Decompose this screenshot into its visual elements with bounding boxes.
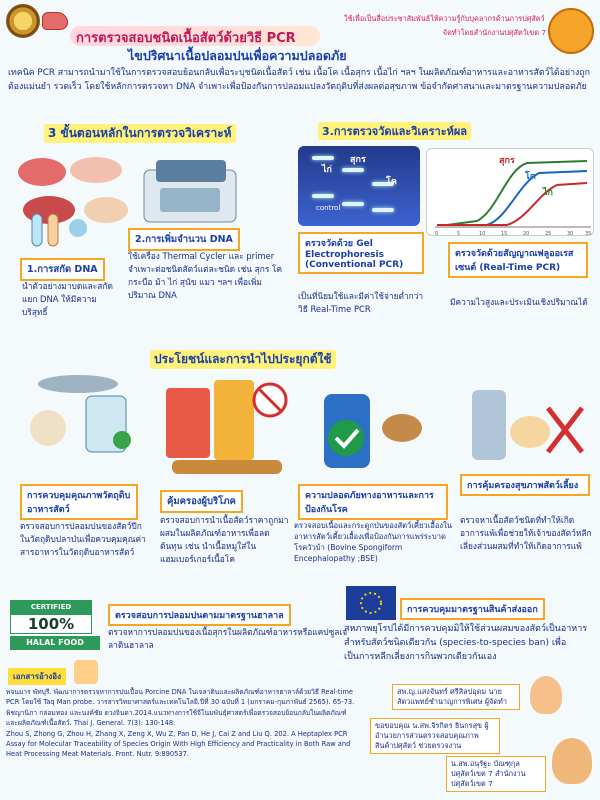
- thermal-cycler-illustration: [136, 150, 246, 230]
- meat-icon: [42, 12, 68, 30]
- halal-badge-pct: 100%: [10, 614, 92, 634]
- page-title: การตรวจสอบชนิดเนื้อสัตว์ด้วยวิธี PCR: [76, 31, 296, 46]
- references-label: เอกสารอ้างอิง: [8, 668, 66, 685]
- step3-heading: 3.การตรวจวัดและวิเคราะห์ผล: [318, 122, 471, 140]
- rt-x-tick: 10: [479, 231, 486, 237]
- benefit3-text: ตรวจสอบเนื้อและกระดูกป่นของสัตว์เคี้ยวเอื้องในอาหารสัตว์เคี้ยวเอื้องเพื่อป้องกันการแพร่ระบาดโรควัวบ้า (Bovine Spongiform Encephalopathy ;BSE): [294, 521, 453, 563]
- benefit3-label: ความปลอดภัยทางอาหารและการป้องกันโรค: [298, 484, 448, 520]
- intro-paragraph: เทคนิค PCR สามารถนำมาใช้ในการตรวจสอบย้อนกลับเพื่อระบุชนิดเนื้อสัตว์ เช่น เนื้อโค เนื้อสุกร เนื้อไก่ ฯลฯ ในผลิตภัณฑ์อาหารและอาหารสัตว์ได้อย่างถูกต้องแม่นยำ รวดเร็ว โดยใช้หลักการตรวจหา DNA จำเพาะเพื่อป้องกันการปลอมแปลงวัตถุดิบที่ส่งผลต่อสุขภาพ ข้อจำกัดศาสนาและมาตรฐานความปลอดภัย: [8, 68, 590, 92]
- benefit2-text: ตรวจสอบการนำเนื้อสัตว์ราคาถูกมาผสมในผลิตภัณฑ์อาหารเพื่อลดต้นทุน เช่น นำเนื้อหมูใส่ในแฮมเบอร์เกอร์เนื้อโค: [160, 515, 289, 564]
- gel-label: ตรวจวัดด้วย Gel Electrophoresis (Conventional PCR): [298, 232, 424, 274]
- benefit4-text: ตรวจหาเนื้อสัตว์ชนิดที่ทำให้เกิดอาการแพ้เพื่อช่วยให้เจ้าของสัตว์หลีกเลี่ยงส่วนผสมที่ทำให้เกิดอาการแพ้: [460, 515, 592, 551]
- rt-x-tick: 15: [501, 231, 508, 237]
- gel-lane-label: สุกร: [350, 155, 366, 165]
- rt-series-label: โค: [525, 172, 536, 182]
- rt-x-tick: 25: [545, 231, 552, 237]
- publisher-note: [344, 12, 546, 40]
- rt-label: ตรวจวัดด้วยสัญญาณฟลูออเรสเซนต์ (Real-Time PCR): [448, 242, 588, 278]
- tiger-mascot-icon: [548, 8, 594, 54]
- author-credit: สพ.ญ.แสงจันทร์ ศรีสิลปอุดม นายสัตวแพทย์ชำนาญการพิเศษ ผู้จัดทำ: [392, 684, 520, 710]
- real-time-pcr-curve: [426, 148, 594, 236]
- reference-item: พจนมาร พัทบุรี. พัฒนาการตรวจหาการปนเปื้อน Porcine DNA ในเจลาตินและผลิตภัณฑ์อาหารฮาลาล์ด้วยวิธี Real-time PCR โดยใช้ Taq Man probe. วารสารวิทยาศาสตร์และเทคโนโลยี.ปีที่ 30 ฉบับที่ 1 (มกราคม-กุมภาพันธ์ 2565). 65-73.: [6, 688, 355, 706]
- step2-label: 2.การเพิ่มจำนวน DNA: [128, 228, 240, 251]
- halal-badge-top: CERTIFIED: [10, 600, 92, 614]
- reference-item: พิชญานิภา กล่อมทอง และนงค์ชัย ดวงจินดา.2014.แนวทางการใช้จีโนมพันธุ์ศาสตร์เพื่อตรวจสอบย้อนกลับในผลิตภัณฑ์และผลิตภัณฑ์เนื้อสัตว์. Thai J. General. 7(3): 130-148.: [6, 709, 347, 727]
- author-avatar: [530, 676, 562, 714]
- pet-allergy-illustration: [468, 384, 590, 470]
- halal-badge-bottom: HALAL FOOD: [10, 636, 100, 650]
- feed-safety-illustration: [318, 384, 428, 476]
- rt-x-tick: 30: [567, 231, 574, 237]
- gel-lane-label: โค: [386, 177, 397, 187]
- steps-heading: 3 ขั้นตอนหลักในการตรวจวิเคราะห์: [44, 124, 236, 143]
- rt-x-tick: 0: [435, 231, 439, 237]
- approver-avatar: [552, 738, 592, 784]
- publisher-note-line: ใช้เพื่อเป็นสื่อประชาสัมพันธ์ให้ความรู้กับบุคลากรด้านการปศุสัตว์: [344, 14, 545, 23]
- gel-electrophoresis-image: [298, 146, 420, 226]
- halal-text: ตรวจหาการปลอมปนของเนื้อสุกรในผลิตภัณฑ์อาหารหรือแคปซูลเจลาตินฮาลาล: [108, 627, 348, 650]
- publisher-note-line: จัดทำโดยสำนักงานปศุสัตว์เขต 7: [442, 28, 546, 37]
- benefit4-label: การคุ้มครองสุขภาพสัตว์เลี้ยง: [460, 474, 590, 496]
- step1-label: 1.การสกัด DNA: [20, 258, 105, 281]
- benefit2-label: คุ้มครองผู้บริโภค: [160, 490, 243, 513]
- rt-series-label: สุกร: [499, 156, 515, 166]
- benefits-heading: ประโยชน์และการนำไปประยุกต์ใช้: [150, 350, 336, 369]
- gel-text: เป็นที่นิยมใช้และมีค่าใช้จ่ายต่ำกว่าวิธี Real-Time PCR: [298, 291, 424, 314]
- export-text: สหภาพยุโรปได้มีการควบคุมมิให้ใช้ส่วนผสมของสัตว์เป็นอาหารสำหรับสัตว์ชนิดเดียวกัน (species-to-species ban) เพื่อเป็นการหลีกเลี่ยงการกินพวกเดียวกันเอง: [344, 624, 588, 662]
- eu-flag-icon: [346, 586, 396, 620]
- page-subtitle: ไขปริศนาเนื้อปลอมปนเพื่อความปลอดภัย: [128, 48, 347, 63]
- step2-text: ใช้เครื่อง Thermal Cycler และ primer จำเพาะต่อชนิดสัตว์แต่ละชนิด เช่น สุกร โค กระบือ ม้า ไก่ สุนัข แมว ฯลฯ เพื่อเพิ่มปริมาณ DNA: [128, 251, 283, 300]
- gel-lane-label: ไก่: [322, 165, 332, 175]
- rt-x-tick: 35: [585, 231, 592, 237]
- processed-meat-illustration: [152, 370, 292, 480]
- references-list: [6, 688, 356, 759]
- rt-series-label: ไก่: [543, 188, 553, 198]
- test-tube-icon: [22, 210, 68, 250]
- reference-item: Zhou S, Zhong G, Zhou H, Zhang X, Zeng X, Wu Z, Pan D, He J, Cai Z and Liu Q. 202. A Heptaplex PCR Assay for Molecular Traceability of Species Origin With High Efficiency and Practicality in Both Raw and Heat Processing Meat Materials. Front. Nutr. 9:890537.: [6, 730, 351, 758]
- rt-text: มีความไวสูงและประเมินเชิงปริมาณได้: [450, 297, 588, 307]
- reviewer-credit: ขอขอบคุณ น.สพ.จิรกิตร ธินกรสุข ผู้อำนวยการส่วนตรวจสอบคุณภาพสินค้าปศุสัตว์ ช่วยตรวจงาน: [370, 718, 500, 754]
- benefit1-label: การควบคุมคุณภาพวัตถุดิบอาหารสัตว์: [20, 484, 138, 520]
- gel-control-label: control: [316, 204, 341, 212]
- approver-credit: น.สพ.อนุรัฐะ บัณฑุกุล ปศุสัตว์เขต 7 สำนักงานปศุสัตว์เขต 7: [446, 756, 546, 792]
- export-label: การควบคุมมาตรฐานสินค้าส่งออก: [400, 598, 545, 620]
- step1-text: นำตัวอย่างมาบดและสกัดแยก DNA ให้มีความบริสุทธิ์: [22, 281, 113, 317]
- rt-x-tick: 5: [457, 231, 461, 237]
- books-icon: [74, 660, 98, 684]
- halal-badge: [6, 600, 106, 654]
- benefit1-text: ตรวจสอบการปลอมปนของสัตว์ปีกในวัตถุดิบปลาป่นเพื่อควบคุมคุณค่าสารอาหารในวัตถุดิบอาหารสัตว์: [20, 521, 146, 557]
- halal-label: ตรวจสอบการปลอมปนตามมาตรฐานฮาลาล: [108, 604, 291, 626]
- fish-meal-illustration: [24, 368, 142, 458]
- dld-logo: [6, 4, 40, 38]
- rt-x-tick: 20: [523, 231, 530, 237]
